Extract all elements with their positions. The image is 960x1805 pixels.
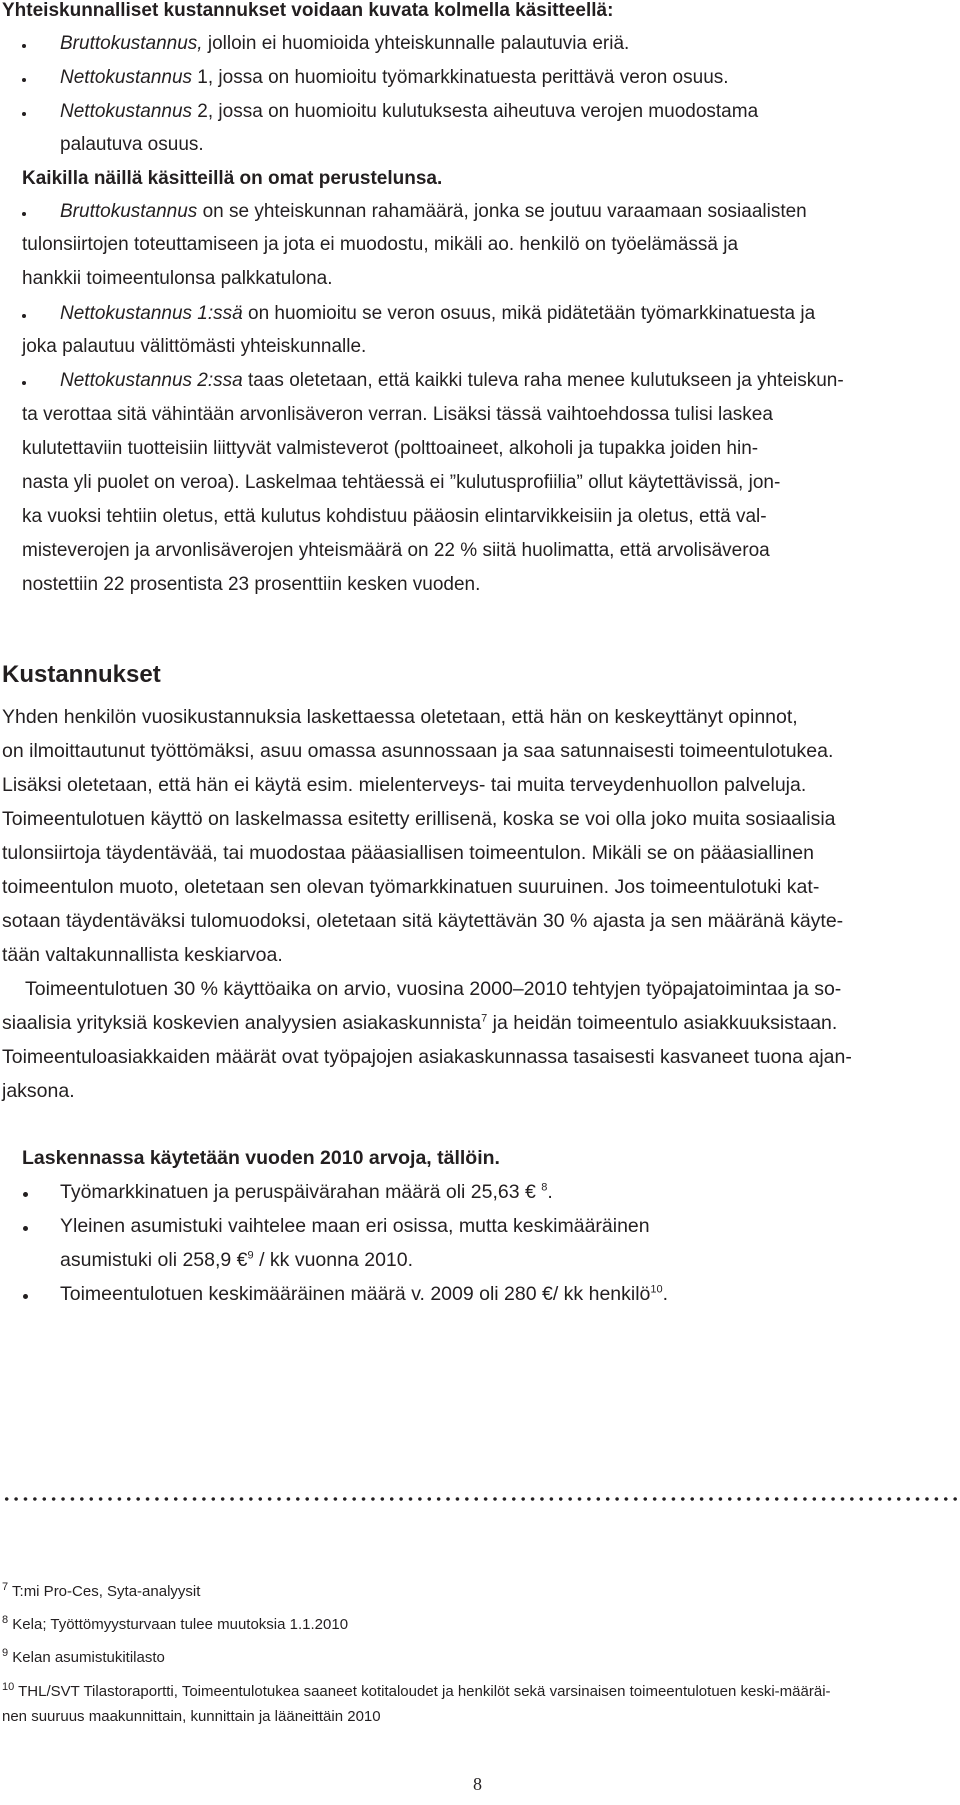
bullet-icon — [22, 78, 26, 82]
definition-3-line: nasta yli puolet on veroa). Laskelmaa tehtäessä ei ”kulutusprofiilia” ollut käytettävissä, jon- — [22, 472, 781, 493]
definition-2-line-1: Nettokustannus 1:ssä on huomioitu se veron osuus, mikä pidätetään työmarkkinatuesta ja — [60, 303, 816, 324]
footnote-separator — [2, 1497, 957, 1501]
bullet-icon — [22, 212, 26, 216]
intro-bullet-2: Nettokustannus 1, jossa on huomioitu työmarkkinatuesta perittävä veron osuus. — [60, 67, 729, 88]
costs-p2-line-4: jaksona. — [2, 1080, 75, 1102]
definition-1-line-1: Bruttokustannus on se yhteiskunnan rahamäärä, jonka se joutuu varaamaan sosiaalisten — [60, 201, 807, 222]
footnote-10-line-2: nen suuruus maakunnittain, kunnittain ja lääneittäin 2010 — [2, 1708, 381, 1725]
costs-line: toimeentulon muoto, oletetaan sen olevan työmarkkinatuen suuruinen. Jos toimeentulotuki kat- — [2, 876, 820, 898]
intro-subheading: Kaikilla näillä käsitteillä on omat perustelunsa. — [22, 168, 443, 189]
definition-1-line-3: hankkii toimeentulonsa palkkatulona. — [22, 268, 333, 289]
definition-3-line-1: Nettokustannus 2:ssa taas oletetaan, että kaikki tuleva raha menee kulutukseen ja yhteiskun- — [60, 370, 844, 391]
costs-p2-line-2: siaalisia yrityksiä koskevien analyysien asiakaskunnista$^7$ ja heidän toimeentulo asiakkuuksistaan. — [2, 1012, 838, 1034]
bullet-icon — [23, 1294, 28, 1299]
values-bullet-1: Työmarkkinatuen ja peruspäivärahan määrä oli 25,63 € $^8$. — [60, 1181, 553, 1203]
costs-p2-line-3: Toimeentuloasiakkaiden määrät ovat työpajojen asiakaskunnassa tasaisesti kasvaneet tuona ajan- — [2, 1046, 852, 1068]
footnote-ref-10: 10 — [650, 1283, 663, 1296]
footnote-9: $^9$ Kelan asumistukitilasto — [2, 1647, 165, 1666]
bullet-icon — [22, 381, 26, 385]
costs-line: Lisäksi oletetaan, että hän ei käytä esim. mielenterveys- tai muita terveydenhuollon palveluja. — [2, 774, 807, 796]
footnote-ref-7: 7 — [481, 1012, 488, 1025]
page-number: 8 — [473, 1774, 482, 1794]
footnote-8: $^8$ Kela; Työttömyysturvaan tulee muutoksia 1.1.2010 — [2, 1614, 349, 1633]
costs-p2-line-1: Toimeentulotuen 30 % käyttöaika on arvio, vuosina 2000–2010 tehtyjen työpajatoimintaa ja so- — [25, 978, 842, 1000]
definition-3-line: ka vuoksi tehtiin oletus, että kulutus kohdistuu pääosin elintarvikkeisiin ja oletus, että val- — [22, 506, 767, 527]
footnote-ref-8: 8 — [541, 1181, 548, 1194]
definition-3-line: kulutettaviin tuotteisiin liittyvät valmisteverot (polttoaineet, alkoholi ja tupakka joiden hin- — [22, 438, 759, 459]
definition-3-line: ta verottaa sitä vähintään arvonlisäveron verran. Lisäksi tässä vaihtoehdossa tulisi laskea — [22, 404, 773, 425]
costs-line: tulonsiirtoja täydentävää, tai muodostaa pääasiallisen toimeentulon. Mikäli se on pääasiallinen — [2, 842, 814, 864]
footnote-7: $^7$ T:mi Pro-Ces, Syta-analyysit — [2, 1581, 201, 1600]
intro-bullet-1: Bruttokustannus, jolloin ei huomioida yhteiskunnalle palautuvia eriä. — [60, 33, 630, 54]
definition-2-line-2: joka palautuu välittömästi yhteiskunnalle. — [22, 336, 367, 357]
bullet-icon — [22, 314, 26, 318]
footnote-10-line-1: $^{10}$ THL/SVT Tilastoraportti, Toimeentulotukea saaneet kotitaloudet ja henkilöt sekä varsinaisen toimeentulotuen keski-määräi- — [2, 1681, 831, 1700]
costs-line: Yhden henkilön vuosikustannuksia laskettaessa oletetaan, että hän on keskeyttänyt opinnot, — [2, 706, 798, 728]
values-heading: Laskennassa käytetään vuoden 2010 arvoja, tällöin. — [22, 1147, 500, 1169]
costs-heading: Kustannukset — [2, 661, 161, 688]
bullet-icon — [23, 1192, 28, 1197]
footnote-ref-9: 9 — [247, 1249, 254, 1262]
intro-bullet-3: Nettokustannus 2, jossa on huomioitu kulutuksesta aiheutuva verojen muodostama — [60, 101, 759, 122]
values-bullet-3: Toimeentulotuen keskimääräinen määrä v. 2009 oli 280 €/ kk henkilö$^{10}$. — [60, 1283, 669, 1305]
bullet-icon — [22, 112, 26, 116]
intro-heading: Yhteiskunnalliset kustannukset voidaan kuvata kolmella käsitteellä: — [2, 0, 614, 21]
costs-line: Toimeentulotuen käyttö on laskelmassa esitetty erillisenä, koska se voi olla joko muita sosiaalisia — [2, 808, 836, 830]
costs-line: tään valtakunnallista keskiarvoa. — [2, 944, 283, 966]
bullet-icon — [23, 1226, 28, 1231]
values-bullet-2-line-1: Yleinen asumistuki vaihtelee maan eri osissa, mutta keskimääräinen — [60, 1215, 650, 1237]
definition-3-line: nostettiin 22 prosentista 23 prosenttiin kesken vuoden. — [22, 574, 481, 595]
definition-3-line: misteverojen ja arvonlisäverojen yhteismäärä on 22 % siitä huolimatta, että arvolisäveroa — [22, 540, 770, 561]
costs-line: sotaan täydentäväksi tulomuodoksi, oletetaan sitä käytettävän 30 % ajasta ja sen määränä käyte- — [2, 910, 844, 932]
intro-bullet-3-continued: palautuva osuus. — [60, 134, 204, 155]
definition-1-line-2: tulonsiirtojen toteuttamiseen ja jota ei muodostu, mikäli ao. henkilö on työelämässä ja — [22, 234, 739, 255]
bullet-icon — [22, 44, 26, 48]
costs-line: on ilmoittautunut työttömäksi, asuu omassa asunnossaan ja saa satunnaisesti toimeentulotukea. — [2, 740, 834, 762]
values-bullet-2-line-2: asumistuki oli 258,9 €$^9$ / kk vuonna 2010. — [60, 1249, 414, 1271]
